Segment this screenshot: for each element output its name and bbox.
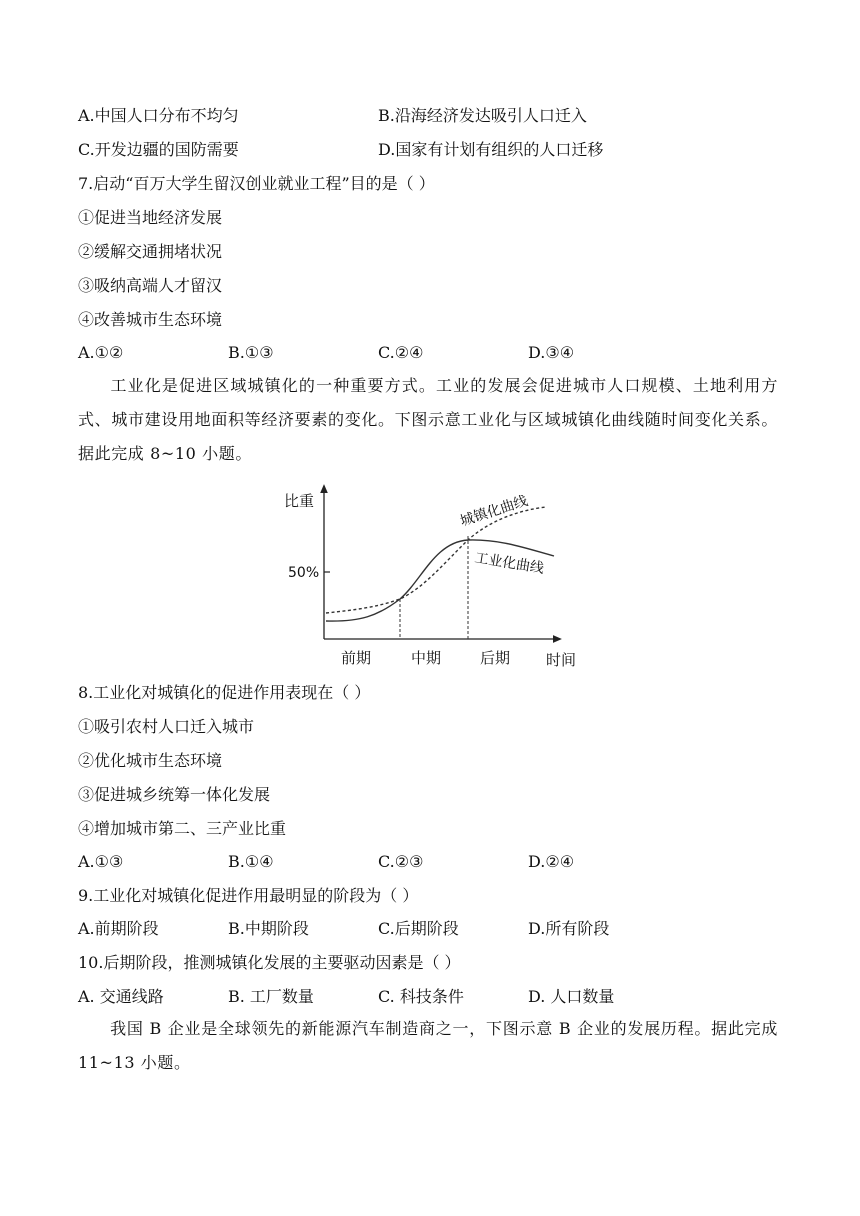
q9-option-a: A.前期阶段 bbox=[78, 919, 159, 938]
q8-item-1: ①吸引农村人口迁入城市 bbox=[78, 717, 255, 736]
q10-option-a: A. 交通线路 bbox=[78, 987, 164, 1006]
q10-option-c: C. 科技条件 bbox=[378, 987, 464, 1006]
q9-option-b: B.中期阶段 bbox=[228, 919, 309, 938]
q8-item-3: ③促进城乡统筹一体化发展 bbox=[78, 785, 271, 804]
q7-stem: 7.启动“百万大学生留汉创业就业工程”目的是（ ） bbox=[78, 174, 435, 193]
industrialization-urbanization-figure bbox=[270, 482, 590, 674]
q7-option-d: D.③④ bbox=[528, 343, 575, 362]
q10-option-b: B. 工厂数量 bbox=[228, 987, 314, 1006]
q8-option-d: D.②④ bbox=[528, 852, 575, 871]
y-axis-label: 比重 bbox=[284, 492, 315, 510]
y-tick-label-50: 50% bbox=[288, 565, 320, 581]
q10-option-d: D. 人口数量 bbox=[528, 987, 615, 1006]
q10-stem: 10.后期阶段，推测城镇化发展的主要驱动因素是（ ） bbox=[78, 953, 461, 972]
q7-item-3: ③吸纳高端人才留汉 bbox=[78, 276, 223, 295]
q7-option-a: A.①② bbox=[78, 343, 124, 362]
q9-option-d: D.所有阶段 bbox=[528, 919, 610, 938]
q6-option-d: D.国家有计划有组织的人口迁移 bbox=[378, 140, 604, 159]
stage-label-mid: 中期 bbox=[411, 649, 442, 667]
q7-option-b: B.①③ bbox=[228, 343, 274, 362]
q6-option-b: B.沿海经济发达吸引人口迁入 bbox=[378, 106, 587, 125]
urbanization-curve-label: 城镇化曲线 bbox=[458, 492, 530, 530]
q7-item-2: ②缓解交通拥堵状况 bbox=[78, 242, 223, 261]
q9-option-c: C.后期阶段 bbox=[378, 919, 459, 938]
q7-item-1: ①促进当地经济发展 bbox=[78, 208, 223, 227]
q6-option-c: C.开发边疆的国防需要 bbox=[78, 140, 239, 159]
passage-b-enterprise-text: 我国 B 企业是全球领先的新能源汽车制造商之一，下图示意 B 企业的发展历程。据此完成 11~13 小题。 bbox=[78, 1019, 778, 1072]
q7-option-c: C.②④ bbox=[378, 343, 424, 362]
q9-stem: 9.工业化对城镇化促进作用最明显的阶段为（ ） bbox=[78, 886, 419, 905]
passage-industrialization bbox=[78, 369, 778, 471]
q8-option-c: C.②③ bbox=[378, 852, 424, 871]
q8-option-b: B.①④ bbox=[228, 852, 274, 871]
q7-item-4: ④改善城市生态环境 bbox=[78, 310, 223, 329]
q6-option-a: A.中国人口分布不均匀 bbox=[78, 106, 239, 125]
passage-industrialization-text: 工业化是促进区域城镇化的一种重要方式。工业的发展会促进城市人口规模、土地利用方式、城市建设用地面积等经济要素的变化。下图示意工业化与区域城镇化曲线随时间变化关系。据此完成 8~10 小题。 bbox=[78, 376, 778, 463]
q8-item-4: ④增加城市第二、三产业比重 bbox=[78, 819, 287, 838]
passage-b-enterprise bbox=[78, 1012, 778, 1080]
stage-label-early: 前期 bbox=[341, 649, 372, 667]
x-axis-label: 时间 bbox=[546, 651, 577, 669]
stage-label-late: 后期 bbox=[480, 649, 511, 667]
q8-stem: 8.工业化对城镇化的促进作用表现在（ ） bbox=[78, 683, 371, 702]
q8-item-2: ②优化城市生态环境 bbox=[78, 751, 223, 770]
q8-option-a: A.①③ bbox=[78, 852, 124, 871]
industrialization-curve-label: 工业化曲线 bbox=[473, 550, 546, 577]
